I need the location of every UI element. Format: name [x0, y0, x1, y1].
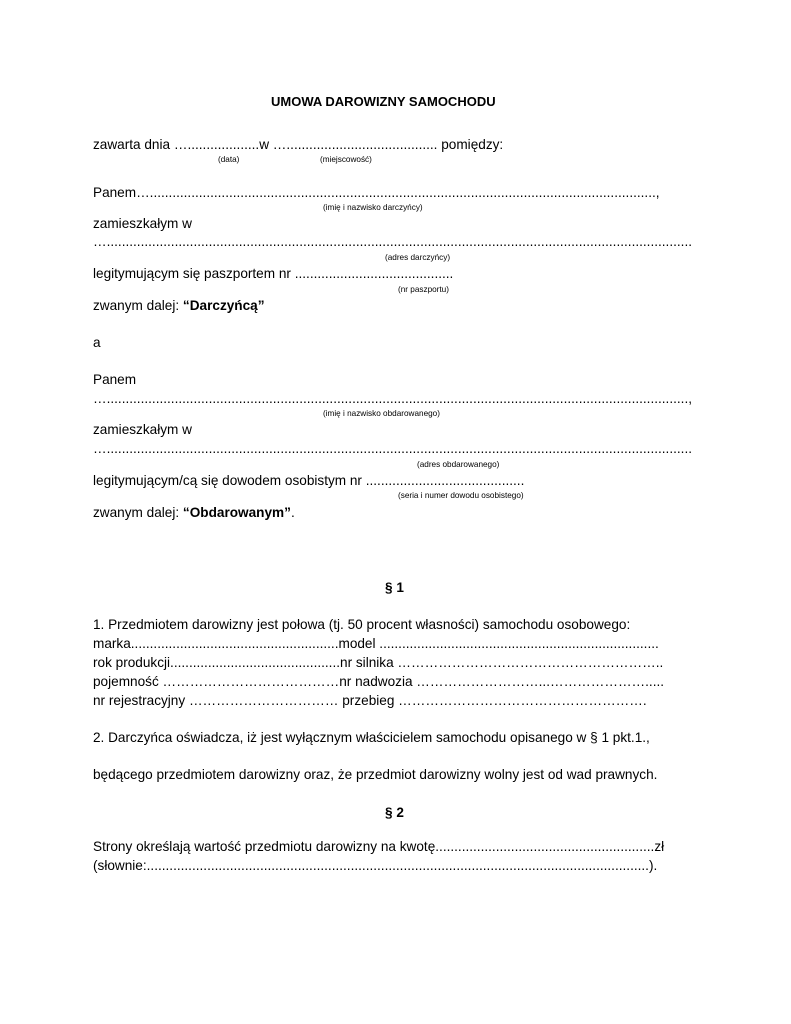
section1-pojemnosc-line: pojemność …………………………………nr nadwozia ………………………...………………….....	[93, 674, 665, 689]
section2-heading: § 2	[385, 805, 404, 820]
recipient-name-line: …..........................................................................................................................................................,	[93, 391, 692, 406]
donor-name-line: Panem…......................................................................................................................................,	[93, 185, 660, 200]
intro-line: zawarta dnia …...................w …........................................ pomiędzy:	[93, 137, 504, 152]
recipient-called-prefix: zwanym dalej:	[93, 505, 180, 520]
donor-residence: zamieszkałym w	[93, 216, 192, 231]
recipient-called-name: “Obdarowanym”	[182, 505, 291, 520]
donor-called-name: “Darczyńcą”	[182, 298, 265, 313]
donor-called	[93, 299, 265, 313]
section1-rejestr-line: nr rejestracyjny …………………………… przebieg ……………………………………………….	[93, 693, 647, 708]
recipient-id-line: legitymującym/cą się dowodem osobistym nr ..........................................	[93, 473, 525, 488]
recipient-called	[93, 506, 295, 520]
recipient-name-label: (imię i nazwisko obdarowanego)	[323, 409, 440, 418]
section2-value-line: Strony określają wartość przedmiotu darowizny na kwotę..........................................................zł	[93, 839, 665, 854]
donor-address-line: …...........................................................................................................................................................	[93, 234, 692, 249]
conjunction: a	[93, 335, 101, 350]
recipient-address-line: …...........................................................................................................................................................	[93, 441, 692, 456]
recipient-address-label: (adres obdarowanego)	[417, 460, 500, 469]
section1-heading: § 1	[385, 580, 404, 595]
section1-marka-line: marka.......................................................model ..........................................................................	[93, 636, 659, 651]
recipient-called-suffix: .	[290, 505, 295, 520]
section1-rok-line: rok produkcji.............................................nr silnika …………………………………………………..	[93, 655, 664, 670]
recipient-id-label: (seria i numer dowodu osobistego)	[398, 491, 524, 500]
section1-point1: 1. Przedmiotem darowizny jest połowa (tj. 50 procent własności) samochodu osobowego:	[93, 617, 631, 632]
document-title: UMOWA DAROWIZNY SAMOCHODU	[271, 94, 496, 109]
donor-passport-label: (nr paszportu)	[398, 285, 449, 294]
donor-passport-line: legitymującym się paszportem nr ..........................................	[93, 266, 454, 281]
label-place: (miejscowość)	[320, 155, 372, 164]
donor-called-prefix: zwanym dalej:	[93, 298, 180, 313]
donor-name-label: (imię i nazwisko darczyńcy)	[323, 203, 423, 212]
section1-point2: 2. Darczyńca oświadcza, iż jest wyłącznym właścicielem samochodu opisanego w § 1 pkt.1.,	[93, 730, 650, 745]
donor-address-label: (adres darczyńcy)	[385, 253, 451, 262]
label-date: (data)	[218, 155, 240, 164]
section1-point2-cont: będącego przedmiotem darowizny oraz, że przedmiot darowizny wolny jest od wad prawnych.	[93, 767, 658, 782]
recipient-residence: zamieszkałym w	[93, 422, 192, 437]
recipient-panem: Panem	[93, 372, 137, 387]
section2-words-line: (słownie:.....................................................................................................................................).	[93, 858, 658, 873]
